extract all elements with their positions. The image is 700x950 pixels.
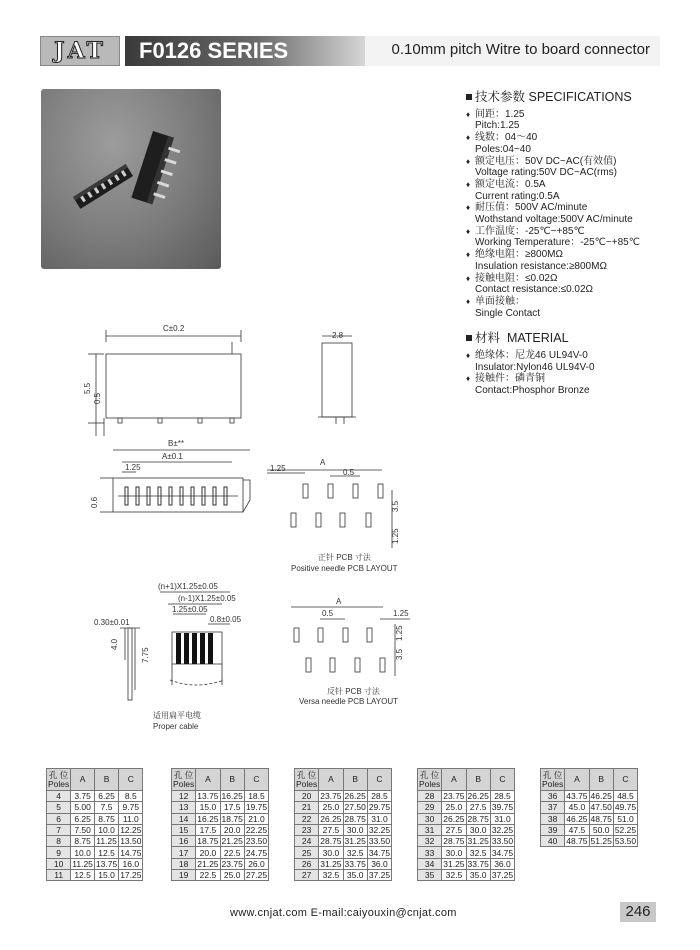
poles-cell: 24	[295, 836, 319, 847]
table-row	[295, 824, 392, 835]
poles-table	[294, 768, 392, 881]
cable-dim-n-1: (n-1)X1.25±0.05	[178, 594, 236, 603]
poles-table	[417, 768, 515, 881]
dimension-cell: 37.25	[368, 870, 391, 881]
table-row	[172, 813, 269, 824]
dim-h05: 0.5	[93, 392, 102, 404]
side-view-drawing	[318, 336, 356, 424]
poles-cell: 23	[295, 824, 319, 835]
pos-dim-125v: 1.25	[391, 528, 400, 544]
dimension-cell: 43.75	[566, 791, 588, 802]
series-title: F0126 SERIES	[125, 36, 365, 66]
jat-logo: JAT	[40, 36, 120, 66]
poles-cell: 22	[295, 813, 319, 824]
dimension-cell: 32.5	[319, 870, 343, 881]
dimension-cell: 11.0	[119, 813, 143, 824]
pos-caption-en: Positive needle PCB LAYOUT	[291, 564, 398, 573]
table-row	[47, 870, 143, 881]
spec-item: ♦ 接触电阻：≤0.02Ω Contact resistance:≤0.02Ω	[466, 273, 686, 296]
dimension-cell: 52.25	[614, 825, 637, 836]
dimension-cell: 35.0	[343, 870, 367, 881]
dimension-cell: 7.50	[71, 824, 95, 835]
dimension-cell: 10.0	[71, 847, 95, 858]
poles-cell: 21	[295, 802, 319, 813]
dimension-cell: 22.25	[245, 825, 268, 836]
table-row	[47, 791, 143, 802]
column-header: C	[367, 769, 391, 791]
poles-cell: 37	[541, 802, 565, 813]
table-row	[172, 836, 269, 847]
dimension-cell: 18.75	[221, 813, 243, 824]
dimension-cell: 33.50	[368, 836, 391, 847]
poles-header: 孔 位 Poles	[296, 769, 318, 789]
poles-cell: 10	[47, 858, 71, 869]
poles-cell: 11	[47, 870, 71, 881]
dim-h06: 0.6	[90, 496, 99, 508]
positive-pcb-layout	[267, 470, 392, 548]
dimension-cell: 16.25	[221, 791, 243, 802]
dimension-cell: 17.5	[196, 824, 220, 835]
dimension-cell: 30.0	[319, 847, 343, 858]
cable-dim-08: 0.8±0.05	[210, 615, 242, 624]
dimension-cell: 22.5	[220, 847, 244, 858]
dimension-cell: 5.00	[71, 802, 95, 813]
poles-cell: 38	[541, 813, 565, 824]
spec-item: ♦ 额定电流：0.5A Current rating:0.5A	[466, 179, 686, 202]
dimension-cell: 18.5	[244, 791, 268, 802]
poles-table	[540, 768, 638, 847]
dimension-cell: 8.5	[119, 791, 143, 802]
dimension-cell: 21.25	[221, 836, 243, 847]
table-row	[418, 870, 515, 881]
dimension-cell: 51.0	[613, 813, 637, 824]
footer-contact: www.cnjat.com E-mail:caiyouxin@cnjat.com	[230, 907, 457, 919]
rev-dim-125: 1.25	[393, 609, 409, 618]
pos-dim-125: 1.25	[270, 464, 286, 473]
pos-dim-a: A	[320, 458, 326, 467]
poles-cell: 8	[47, 836, 71, 847]
table-row	[172, 802, 269, 813]
dimension-cell: 32.25	[368, 825, 391, 836]
table-row	[541, 836, 638, 847]
poles-cell: 36	[541, 791, 565, 802]
column-header: C	[244, 769, 268, 791]
dimension-cell: 28.5	[490, 791, 514, 802]
dimension-cell: 39.75	[491, 802, 514, 813]
poles-cell: 33	[418, 847, 442, 858]
dimension-cell: 11.25	[96, 836, 117, 847]
dim-h55: 5.5	[83, 382, 92, 394]
dimension-cell: 30.0	[442, 847, 466, 858]
table-row	[418, 824, 515, 835]
dimension-cell: 27.5	[442, 824, 466, 835]
table-row	[295, 870, 392, 881]
poles-header: 孔 位 Poles	[419, 769, 441, 789]
dimension-cell: 26.25	[320, 813, 342, 824]
poles-cell: 17	[172, 847, 196, 858]
dimension-cell: 53.50	[614, 836, 637, 847]
poles-cell: 7	[47, 824, 71, 835]
poles-cell: 35	[418, 870, 442, 881]
column-header: C	[613, 769, 637, 791]
poles-cell: 12	[172, 791, 196, 802]
rev-dim-125v: 1.25	[395, 625, 404, 641]
table-row	[172, 858, 269, 869]
table-row	[418, 847, 515, 858]
column-header: C	[119, 769, 143, 791]
column-header: B	[466, 769, 490, 791]
dimension-cell: 21.25	[197, 858, 219, 869]
dimension-cell: 23.50	[245, 836, 268, 847]
poles-cell: 18	[172, 858, 196, 869]
dimension-cell: 26.25	[443, 813, 465, 824]
dimension-cell: 7.5	[94, 802, 118, 813]
spec-item: ♦ 间距：1.25 Pitch:1.25	[466, 109, 686, 132]
poles-cell: 27	[295, 870, 319, 881]
dimension-cell: 28.75	[467, 813, 489, 824]
table-row	[172, 870, 269, 881]
column-header: A	[196, 769, 220, 791]
dimension-cell: 15.0	[196, 802, 220, 813]
dimension-cell: 17.5	[220, 802, 244, 813]
column-header: B	[343, 769, 367, 791]
dim-w28: 2.8	[332, 331, 344, 340]
poles-cell: 6	[47, 813, 71, 824]
dimension-cell: 21.0	[244, 813, 268, 824]
table-row	[295, 847, 392, 858]
dimension-cell: 48.75	[566, 836, 588, 847]
dimension-cell: 10.0	[94, 824, 118, 835]
poles-cell: 13	[172, 802, 196, 813]
material-item: ♦ 绝缘体：尼龙46 UL94V-0 Insulator:Nylon46 UL94V-0	[466, 350, 686, 373]
rev-dim-a: A	[336, 597, 342, 606]
dimension-cell: 26.0	[244, 858, 268, 869]
dimension-cell: 27.5	[466, 802, 490, 813]
spec-item: ♦ 单面接触： Single Contact	[466, 296, 686, 319]
dimension-cell: 24.75	[245, 847, 268, 858]
table-row	[172, 824, 269, 835]
table-row	[541, 791, 638, 802]
dimension-cell: 50.0	[589, 824, 613, 835]
poles-cell: 26	[295, 858, 319, 869]
dimension-cell: 33.75	[467, 858, 489, 869]
dimension-cell: 12.25	[120, 825, 142, 836]
dimension-cell: 28.75	[344, 813, 366, 824]
dimension-cell: 33.50	[491, 836, 514, 847]
cable-dim-030: 0.30±0.01	[94, 618, 130, 627]
dimension-cell: 35.0	[466, 870, 490, 881]
dimension-cell: 34.75	[491, 847, 514, 858]
dimension-cell: 29.75	[368, 802, 391, 813]
rev-caption-cn: 反针 PCB 寸法	[327, 687, 380, 696]
dimension-cell: 26.25	[467, 791, 489, 802]
table-row	[418, 791, 515, 802]
dimension-cell: 46.25	[566, 813, 588, 824]
dimension-cell: 11.25	[72, 858, 93, 869]
dimension-cell: 12.5	[94, 847, 118, 858]
column-header: B	[94, 769, 118, 791]
table-row	[172, 791, 269, 802]
dimension-cell: 23.75	[221, 858, 243, 869]
dimension-cell: 36.0	[490, 858, 514, 869]
dimension-cell: 31.25	[467, 836, 489, 847]
dimension-cell: 13.75	[95, 858, 118, 869]
pos-caption-cn: 正针 PCB 寸法	[318, 553, 371, 562]
poles-table	[171, 768, 269, 881]
dimension-cell: 47.5	[565, 824, 589, 835]
poles-cell: 34	[418, 858, 442, 869]
cable-caption-cn: 适用扁平电缆	[153, 711, 201, 720]
pos-dim-35: 3.5	[391, 500, 400, 512]
table-row	[295, 802, 392, 813]
poles-cell: 28	[418, 791, 442, 802]
table-row	[47, 802, 143, 813]
poles-header: 孔 位 Poles	[173, 769, 195, 789]
dimension-cell: 23.75	[320, 791, 342, 802]
dimension-cell: 33.75	[344, 858, 366, 869]
poles-cell: 5	[47, 802, 71, 813]
dim-b: B±**	[168, 439, 184, 448]
column-header: C	[490, 769, 514, 791]
dimension-cell: 6.25	[71, 813, 95, 824]
poles-cell: 32	[418, 836, 442, 847]
dimension-cell: 25.0	[220, 870, 244, 881]
column-header: A	[565, 769, 589, 791]
poles-cell: 20	[295, 791, 319, 802]
dimension-cell: 34.75	[368, 847, 391, 858]
dimension-cell: 31.0	[490, 813, 514, 824]
poles-header: 孔 位 Poles	[542, 769, 564, 789]
dimension-cell: 36.0	[367, 858, 391, 869]
dim-pitch: 1.25	[125, 463, 141, 472]
dimension-cell: 32.5	[343, 847, 367, 858]
table-row	[172, 847, 269, 858]
rev-caption-en: Versa needle PCB LAYOUT	[299, 697, 399, 706]
dimension-cell: 17.25	[120, 870, 142, 881]
page-number: 246	[620, 902, 656, 922]
dimension-cell: 28.75	[320, 836, 342, 847]
dimension-cell: 37.25	[491, 870, 514, 881]
table-row	[295, 836, 392, 847]
dim-a: A±0.1	[162, 452, 183, 461]
column-header: B	[220, 769, 244, 791]
spec-item: ♦ 工作温度：-25℃~+85℃ Working Temperature：-25℃~+85℃	[466, 226, 686, 249]
rev-dim-35: 3.5	[395, 648, 404, 660]
dimension-cell: 49.75	[614, 802, 637, 813]
pos-dim-05: 0.5	[343, 468, 355, 477]
dimension-cell: 27.25	[245, 870, 268, 881]
table-row	[541, 824, 638, 835]
table-row	[47, 836, 143, 847]
cable-caption-en: Proper cable	[153, 722, 199, 731]
cable-dim-40: 4.0	[110, 638, 119, 650]
dimension-cell: 31.25	[320, 858, 342, 869]
table-row	[295, 791, 392, 802]
dimension-cell: 48.5	[613, 791, 637, 802]
dimension-cell: 28.75	[443, 836, 465, 847]
poles-cell: 39	[541, 824, 565, 835]
dimension-cell: 30.0	[343, 824, 367, 835]
dimension-cell: 16.0	[119, 858, 143, 869]
dimension-cell: 31.0	[367, 813, 391, 824]
dimension-cell: 6.25	[94, 791, 118, 802]
poles-cell: 19	[172, 870, 196, 881]
dimension-cell: 25.0	[319, 802, 343, 813]
dimension-cell: 9.75	[119, 802, 143, 813]
table-row	[418, 836, 515, 847]
column-header: A	[71, 769, 95, 791]
dimension-cell: 31.25	[344, 836, 366, 847]
dimension-cell: 22.5	[196, 870, 220, 881]
poles-cell: 29	[418, 802, 442, 813]
table-row	[418, 813, 515, 824]
dimension-cell: 23.75	[443, 791, 465, 802]
poles-cell: 30	[418, 813, 442, 824]
dimension-cell: 30.0	[466, 824, 490, 835]
dimension-cell: 46.25	[590, 791, 612, 802]
table-row	[418, 802, 515, 813]
table-row	[541, 802, 638, 813]
dimension-cell: 26.25	[344, 791, 366, 802]
dimension-cell: 15.0	[94, 870, 118, 881]
rev-dim-05: 0.5	[322, 609, 334, 618]
dimension-cell: 14.75	[120, 847, 142, 858]
dimension-cell: 13.50	[120, 836, 142, 847]
dimension-cell: 13.75	[197, 791, 219, 802]
poles-cell: 31	[418, 824, 442, 835]
dimension-cell: 27.5	[319, 824, 343, 835]
table-row	[47, 858, 143, 869]
column-header: B	[589, 769, 613, 791]
column-header: A	[442, 769, 466, 791]
table-row	[295, 813, 392, 824]
poles-cell: 14	[172, 813, 196, 824]
dimension-cell: 48.75	[590, 813, 612, 824]
dimension-cell: 47.50	[590, 802, 612, 813]
cable-dim-n1: (n+1)X1.25±0.05	[158, 582, 218, 591]
dimension-cell: 31.25	[443, 858, 465, 869]
column-header: A	[319, 769, 343, 791]
poles-table	[46, 768, 143, 881]
dimension-cell: 12.5	[71, 870, 95, 881]
dimension-cell: 32.5	[442, 870, 466, 881]
dimension-cell: 19.75	[245, 802, 268, 813]
table-row	[295, 858, 392, 869]
cable-dim-775: 7.75	[141, 647, 150, 663]
dimension-cell: 45.0	[565, 802, 589, 813]
dimension-cell: 27.50	[344, 802, 366, 813]
specifications-title: 技术参数 SPECIFICATIONS	[466, 92, 686, 104]
poles-cell: 9	[47, 847, 71, 858]
dimension-cell: 51.25	[590, 836, 612, 847]
dim-c: C±0.2	[163, 324, 185, 333]
spec-item: ♦ 线数：04～40 Poles:04~40	[466, 132, 686, 155]
dimension-cell: 32.25	[491, 825, 514, 836]
spec-item: ♦ 额定电压：50V DC~AC(有效值) Voltage rating:50V DC~AC(rms)	[466, 156, 686, 179]
table-row	[47, 824, 143, 835]
dimension-cell: 8.75	[94, 813, 118, 824]
material-title: 材料 MATERIAL	[466, 333, 686, 345]
table-row	[47, 847, 143, 858]
dimension-cell: 8.75	[71, 836, 95, 847]
poles-header: 孔 位 Poles	[48, 769, 70, 789]
spec-item: ♦ 绝缘电阻：≥800MΩ Insulation resistance:≥800MΩ	[466, 249, 686, 272]
poles-cell: 25	[295, 847, 319, 858]
spec-item: ♦ 耐压值：500V AC/minute Wothstand voltage:500V AC/minute	[466, 202, 686, 225]
poles-cell: 4	[47, 791, 71, 802]
cable-dim-125: 1.25±0.05	[172, 605, 208, 614]
poles-cell: 16	[172, 836, 196, 847]
table-row	[541, 813, 638, 824]
dimension-cell: 20.0	[220, 824, 244, 835]
series-subtitle: 0.10mm pitch Witre to board connector	[391, 41, 650, 58]
dimension-cell: 25.0	[442, 802, 466, 813]
front-view-drawing	[88, 330, 241, 436]
material-item: ♦ 接触件：磷青铜 Contact:Phosphor Bronze	[466, 373, 686, 396]
table-row	[47, 813, 143, 824]
poles-cell: 40	[541, 836, 565, 847]
dimension-cell: 28.5	[367, 791, 391, 802]
dimension-cell: 18.75	[197, 836, 219, 847]
dimension-cell: 20.0	[196, 847, 220, 858]
table-row	[418, 858, 515, 869]
dimension-cell: 16.25	[197, 813, 219, 824]
dimension-cell: 3.75	[71, 791, 95, 802]
dimension-cell: 32.5	[466, 847, 490, 858]
poles-cell: 15	[172, 824, 196, 835]
